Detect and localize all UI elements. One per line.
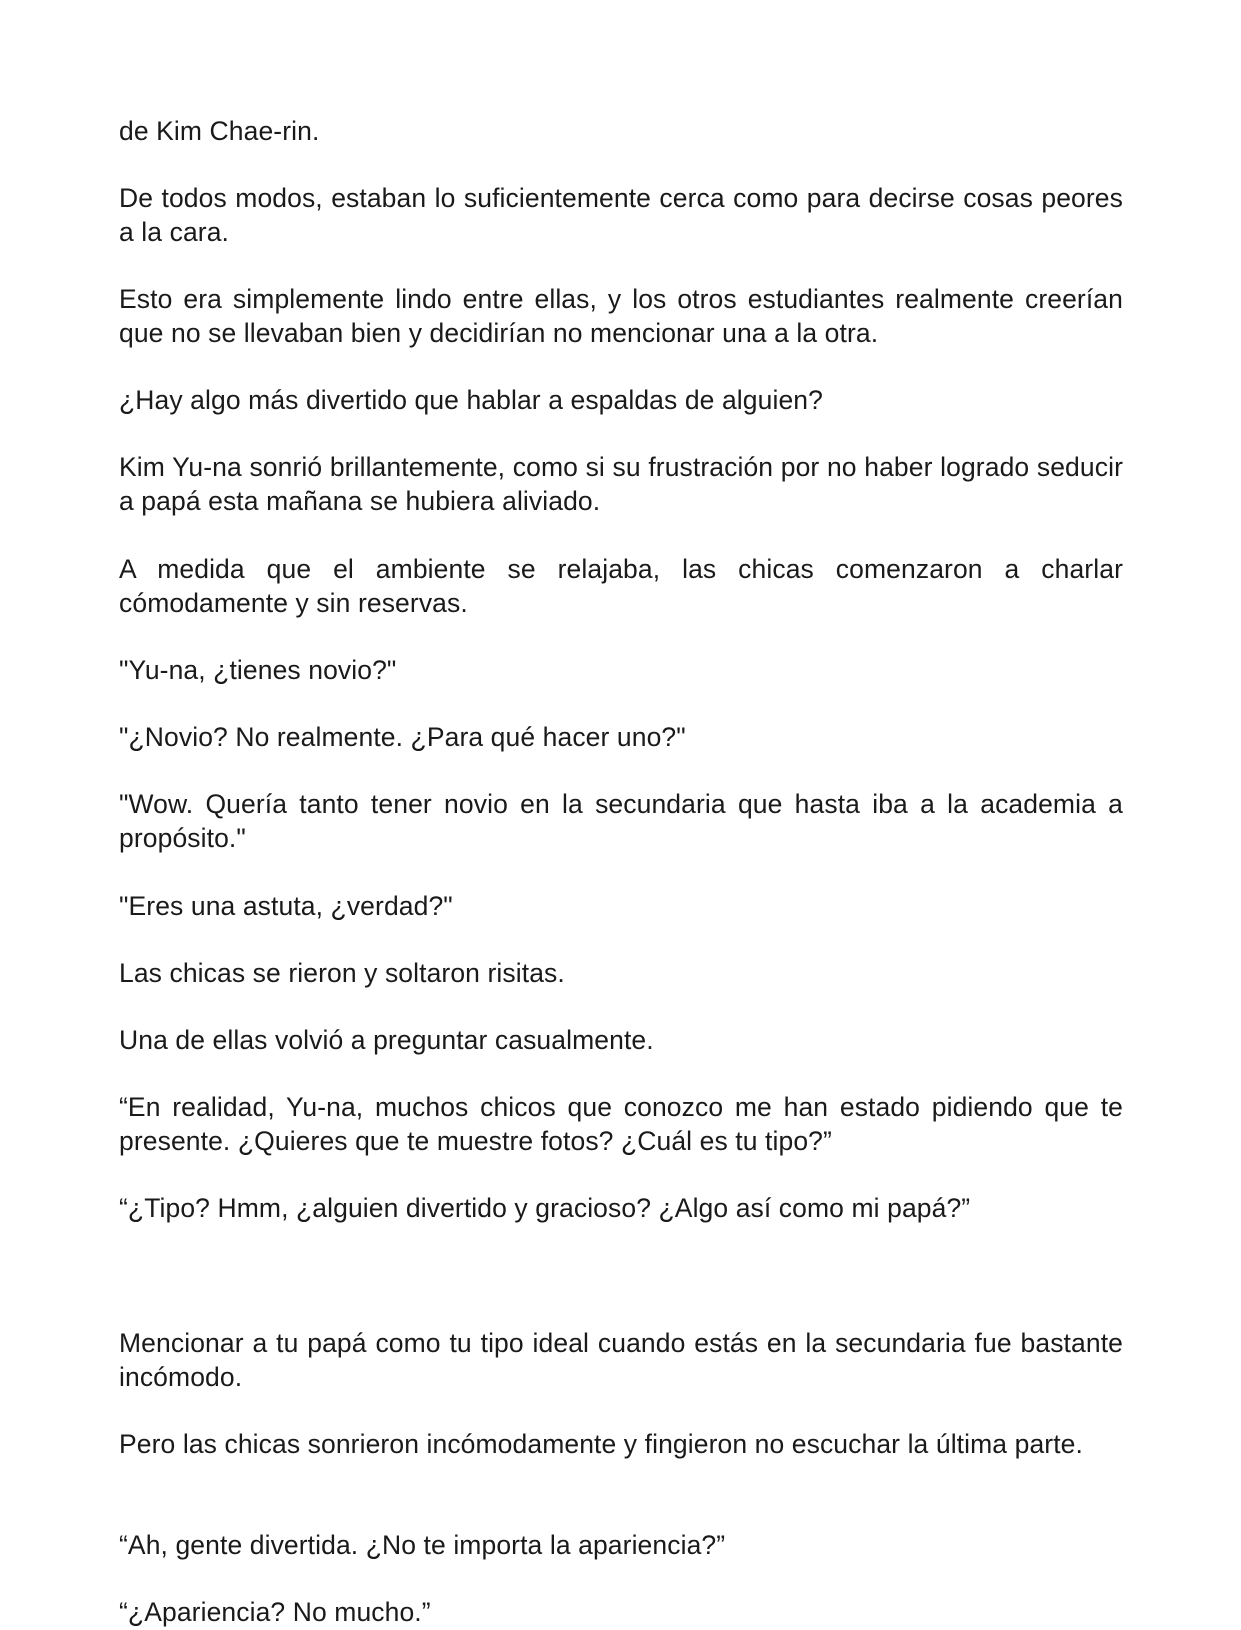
dialogue-line: “¿Tipo? Hmm, ¿alguien divertido y gracioso? ¿Algo así como mi papá?” <box>119 1193 971 1223</box>
dialogue-line: "Yu-na, ¿tienes novio?" <box>119 655 397 685</box>
paragraph: de Kim Chae-rin. <box>119 116 320 146</box>
dialogue-line: "¿Novio? No realmente. ¿Para qué hacer uno?" <box>119 722 686 752</box>
dialogue-line: “¿Apariencia? No mucho.” <box>119 1597 431 1627</box>
paragraph: Mencionar a tu papá como tu tipo ideal cuando estás en la secundaria fue bastante incómodo. <box>119 1328 1123 1392</box>
paragraph: ¿Hay algo más divertido que hablar a espaldas de alguien? <box>119 385 823 415</box>
dialogue-line: "Wow. Quería tanto tener novio en la secundaria que hasta iba a la academia a propósito." <box>119 789 1123 853</box>
paragraph: A medida que el ambiente se relajaba, las chicas comenzaron a charlar cómodamente y sin reservas. <box>119 554 1123 618</box>
dialogue-line: “Ah, gente divertida. ¿No te importa la apariencia?” <box>119 1530 726 1560</box>
dialogue-line: “En realidad, Yu-na, muchos chicos que conozco me han estado pidiendo que te presente. ¿Quieres que te muestre fotos? ¿Cuál es tu tipo?” <box>119 1092 1123 1156</box>
paragraph: Una de ellas volvió a preguntar casualmente. <box>119 1025 654 1055</box>
paragraph: Pero las chicas sonrieron incómodamente y fingieron no escuchar la última parte. <box>119 1429 1083 1459</box>
paragraph: Kim Yu-na sonrió brillantemente, como si su frustración por no haber logrado seducir a papá esta mañana se hubiera aliviado. <box>119 452 1123 516</box>
paragraph: De todos modos, estaban lo suficientemente cerca como para decirse cosas peores a la cara. <box>119 183 1123 247</box>
dialogue-line: "Eres una astuta, ¿verdad?" <box>119 891 453 921</box>
paragraph: Esto era simplemente lindo entre ellas, y los otros estudiantes realmente creerían que no se llevaban bien y decidirían no mencionar una a la otra. <box>119 284 1123 348</box>
paragraph: Las chicas se rieron y soltaron risitas. <box>119 958 565 988</box>
